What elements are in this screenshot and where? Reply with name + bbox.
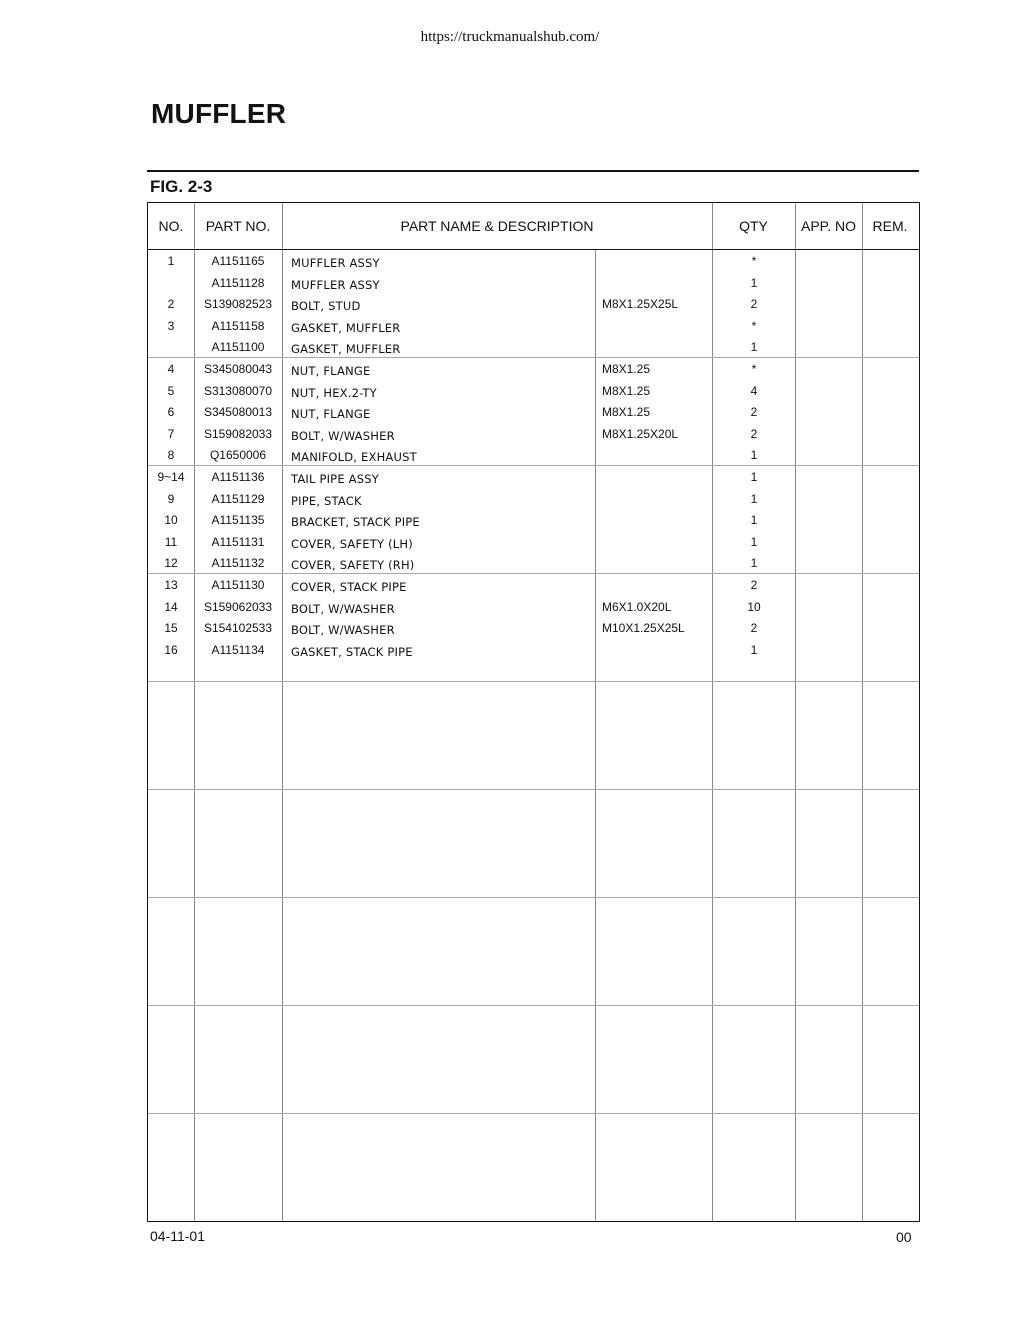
part-name: NUT, FLANGE: [291, 407, 371, 422]
row-number: 1: [167, 254, 175, 268]
col-divider: [712, 203, 713, 1221]
row-number: 11: [164, 534, 178, 549]
footer-page-number: 00: [896, 1229, 912, 1245]
part-name: MUFFLER ASSY: [291, 277, 380, 292]
row-number: 15: [164, 621, 178, 636]
part-number: A1151128: [211, 275, 265, 290]
footer-date: 04-11-01: [150, 1228, 206, 1244]
row-group-divider: [148, 897, 919, 898]
quantity: 1: [750, 448, 758, 463]
part-name: BOLT, W/WASHER: [291, 623, 395, 638]
quantity: 2: [750, 426, 758, 441]
part-name: GASKET, MUFFLER: [291, 342, 401, 357]
quantity: 1: [750, 491, 758, 506]
row-number: 13: [164, 578, 178, 592]
header-qty: QTY: [739, 218, 768, 234]
part-name: MUFFLER ASSY: [291, 256, 380, 270]
part-spec: M8X1.25: [602, 405, 651, 420]
parts-table: [147, 202, 920, 1222]
part-name: BRACKET, STACK PIPE: [291, 515, 420, 530]
header-divider: [148, 249, 919, 250]
quantity: 1: [750, 534, 758, 549]
page-title: MUFFLER: [151, 98, 287, 129]
part-number: S154102533: [203, 621, 273, 636]
row-number: 5: [167, 383, 175, 398]
header-no: NO.: [158, 218, 184, 234]
title-divider: [147, 170, 919, 172]
figure-label: FIG. 2-3: [150, 177, 213, 196]
row-number: 9: [167, 491, 175, 506]
part-spec: M8X1.25: [602, 362, 651, 376]
row-number: 4: [167, 362, 175, 376]
row-number: 16: [164, 642, 178, 657]
quantity: 1: [750, 275, 758, 290]
part-number: S345080043: [203, 362, 273, 376]
row-group-divider: [148, 789, 919, 790]
part-number: S345080013: [203, 405, 273, 420]
row-group-divider: [148, 681, 919, 682]
part-number: A1151134: [211, 642, 265, 657]
col-divider: [282, 203, 283, 1221]
quantity: 1: [750, 340, 758, 355]
quantity: *: [751, 362, 757, 376]
quantity: 1: [750, 642, 758, 657]
part-name: BOLT, W/WASHER: [291, 428, 395, 443]
row-number: 14: [164, 599, 178, 614]
part-number: A1151136: [211, 470, 265, 484]
part-spec: M6X1.0X20L: [602, 599, 672, 614]
quantity: 2: [750, 578, 758, 592]
header-app-no: APP. NO: [801, 218, 856, 234]
header-rem: REM.: [872, 218, 908, 234]
part-name: NUT, FLANGE: [291, 364, 371, 378]
part-number: A1151130: [211, 578, 265, 592]
quantity: *: [751, 318, 757, 333]
row-group-divider: [148, 465, 919, 466]
part-number: A1151131: [211, 534, 265, 549]
row-number: 6: [167, 405, 175, 420]
part-spec: M8X1.25: [602, 383, 651, 398]
part-number: A1151158: [211, 318, 265, 333]
part-number: S159082033: [203, 426, 273, 441]
part-name: PIPE, STACK: [291, 493, 362, 508]
part-name: COVER, STACK PIPE: [291, 580, 407, 594]
part-name: NUT, HEX.2-TY: [291, 385, 377, 400]
part-number: S159062033: [203, 599, 273, 614]
part-spec: M8X1.25X25L: [602, 297, 679, 312]
row-group-divider: [148, 1113, 919, 1114]
row-number: 10: [164, 513, 178, 528]
quantity: 1: [750, 513, 758, 528]
row-group-divider: [148, 573, 919, 574]
header-part-no: PART NO.: [205, 218, 271, 234]
part-name: TAIL PIPE ASSY: [291, 472, 379, 486]
quantity: 2: [750, 405, 758, 420]
part-number: Q1650006: [209, 448, 267, 463]
row-number: 8: [167, 448, 175, 463]
part-name: COVER, SAFETY (RH): [291, 558, 415, 573]
part-name: MANIFOLD, EXHAUST: [291, 450, 417, 465]
part-number: A1151165: [211, 254, 265, 268]
row-number: 2: [167, 297, 175, 312]
row-number: 9~14: [157, 470, 185, 484]
part-number: A1151135: [211, 513, 265, 528]
part-number: A1151132: [211, 556, 265, 571]
quantity: 1: [750, 556, 758, 571]
header-part-name: PART NAME & DESCRIPTION: [400, 218, 594, 234]
row-group-divider: [148, 357, 919, 358]
quantity: 2: [750, 297, 758, 312]
part-name: BOLT, STUD: [291, 299, 361, 314]
part-spec: M10X1.25X25L: [602, 621, 685, 636]
part-name: COVER, SAFETY (LH): [291, 536, 413, 551]
part-number: S313080070: [203, 383, 273, 398]
quantity: 1: [750, 470, 758, 484]
quantity: 4: [750, 383, 758, 398]
part-number: A1151100: [211, 340, 265, 355]
quantity: *: [751, 254, 757, 268]
row-number: 12: [164, 556, 178, 571]
part-name: GASKET, MUFFLER: [291, 320, 401, 335]
row-number: 3: [167, 318, 175, 333]
part-spec: M8X1.25X20L: [602, 426, 679, 441]
part-number: S139082523: [203, 297, 273, 312]
col-divider: [194, 203, 195, 1221]
source-url: https://truckmanualshub.com/: [420, 29, 600, 45]
col-divider: [595, 249, 596, 1221]
col-divider: [862, 203, 863, 1221]
part-name: BOLT, W/WASHER: [291, 601, 395, 616]
row-group-divider: [148, 1005, 919, 1006]
quantity: 10: [747, 599, 761, 614]
col-divider: [795, 203, 796, 1221]
quantity: 2: [750, 621, 758, 636]
row-number: 7: [167, 426, 175, 441]
part-number: A1151129: [211, 491, 265, 506]
part-name: GASKET, STACK PIPE: [291, 644, 413, 659]
